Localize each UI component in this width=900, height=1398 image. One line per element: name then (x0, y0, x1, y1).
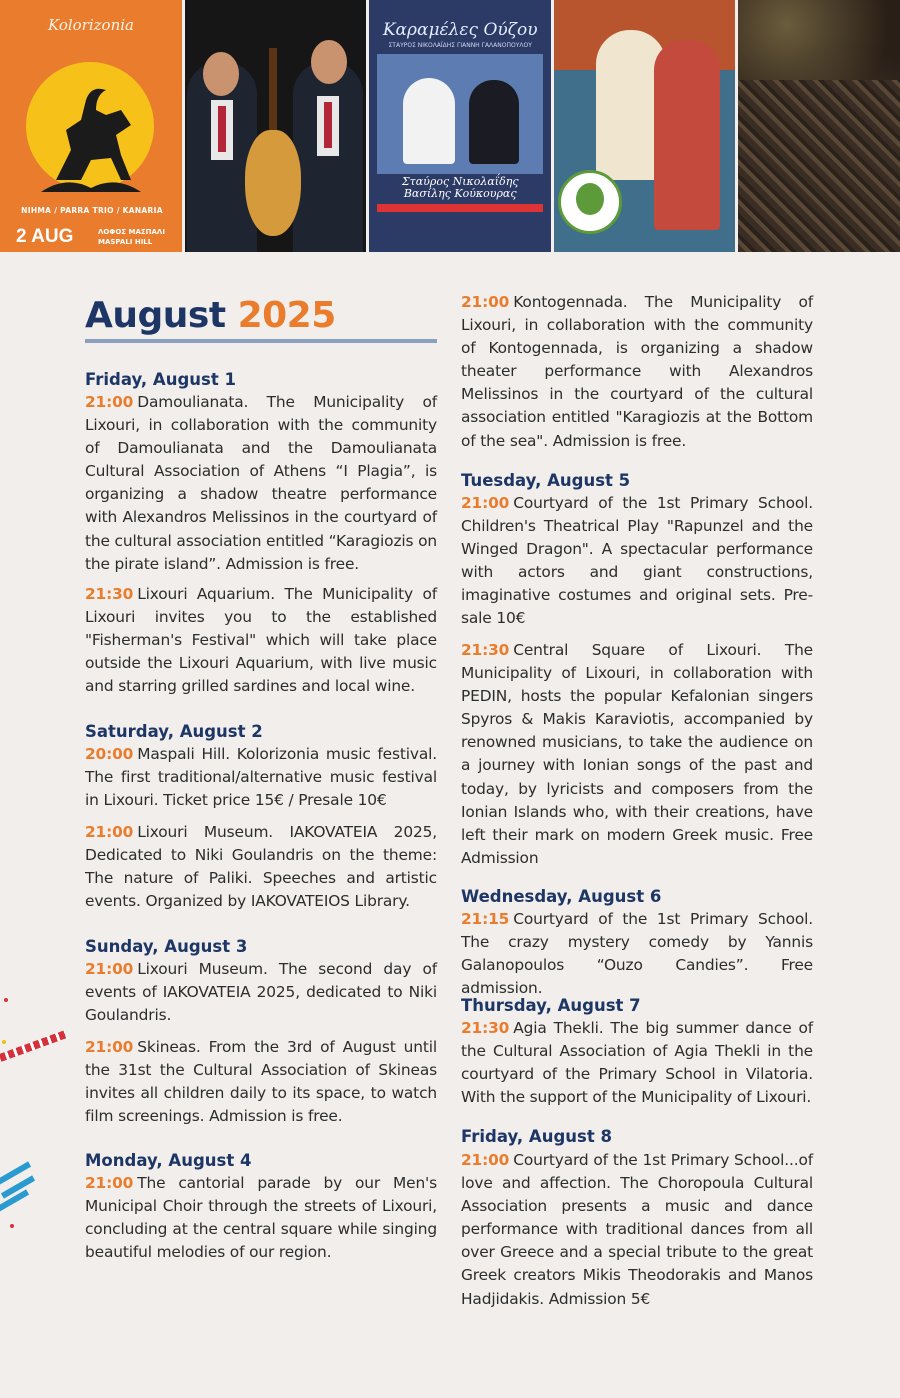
day-heading: Saturday, August 2 (85, 722, 263, 741)
day-heading: Wednesday, August 6 (461, 887, 662, 906)
day-heading: Tuesday, August 5 (461, 471, 631, 490)
day-heading: Thursday, August 7 (461, 996, 641, 1015)
poster-bands: NIHMA / PARRA TRIO / KANARIA (21, 206, 163, 215)
event-text: Central Square of Lixouri. The Municipality of Lixouri, in collaboration with PEDIN, hosts the popular Kefalonian singers Spyros & Makis Karaviotis, accompanied by renowned musicians, to take the audience on a journey with Ionian songs of the past and today, by lyricists and composers from the Ionian Islands who, with their creations, have left their mark on modern Greek music. Free Admission (461, 641, 813, 867)
event-text: Courtyard of the 1st Primary School. The crazy mystery comedy by Yannis Galanopoulos “Ouzo Candies”. Free admission. (461, 910, 813, 998)
poster-date: 2 AUG (16, 226, 74, 247)
title-year: 2025 (237, 295, 336, 336)
day-heading: Sunday, August 3 (85, 937, 248, 956)
goat-icon (36, 80, 146, 200)
event-time: 21:30 (461, 641, 510, 659)
cast-1: Σταύρος Νικολαΐδης (401, 175, 519, 188)
event-item (461, 492, 813, 631)
event-text: Damoulianata. The Municipality of Lixouri, in collaboration with the community of Damoulianata and the Damoulianata Cultural Association of Athens “I Plagia”, is organizing a shadow theatre performance with Alexandros Melissinos in the courtyard of the cultural association entitled “Karagiozis on the pirate island”. Admission is free. (85, 393, 437, 573)
event-item (461, 291, 813, 453)
guitar-icon (245, 130, 301, 236)
event-time: 21:30 (85, 585, 134, 603)
tie-right (324, 102, 332, 148)
event-time: 21:00 (85, 1174, 134, 1192)
event-text: Lixouri Museum. The second day of events of IAKOVATEIA 2025, dedicated to Niki Goulandris. (85, 960, 437, 1025)
poster-place: ΛΟΦΟΣ ΜΑΣΠΑΛΙ MASPALI HILL (98, 228, 165, 246)
event-text: Courtyard of the 1st Primary School...of love and affection. The Choropoula Cultural Association presents a music and dance performance with traditional dances from all over Greece and a special tribute to the great Greek creators Mikis Theodorakis and Manos Hadjidakis. Admission 5€ (461, 1151, 813, 1308)
event-time: 21:30 (461, 1019, 510, 1037)
event-item (85, 1172, 437, 1264)
event-time: 21:00 (461, 293, 510, 311)
poster-kolorizonia (0, 0, 182, 252)
chef-figure (403, 78, 455, 164)
decorative-lines-icon (0, 1150, 44, 1240)
event-text: The cantorial parade by our Men's Municipal Choir through the streets of Lixouri, concluding at the central square while singing beautiful melodies of our region. (85, 1174, 437, 1262)
event-item (85, 743, 437, 812)
event-item (461, 1149, 813, 1311)
title-month: August (85, 295, 226, 336)
event-time: 21:00 (85, 393, 134, 411)
poster-ouzo-candies (369, 0, 551, 252)
event-time: 21:00 (85, 823, 134, 841)
decorative-dot (2, 1040, 6, 1044)
event-text: Lixouri Museum. IAKOVATEIA 2025, Dedicated to Niki Goulandris on the theme: The nature of Paliki. Speeches and artistic events. Organized by IAKOVATEIOS Library. (85, 823, 437, 911)
actor-figure (469, 80, 519, 164)
event-time: 21:15 (461, 910, 510, 928)
person-right (293, 62, 363, 252)
event-text: Lixouri Aquarium. The Municipality of Lixouri invites you to the established "Fisherman's Festival" which will take place outside the Lixouri Aquarium, with live music and starring grilled sardines and local wine. (85, 585, 437, 696)
event-text: Courtyard of the 1st Primary School. Children's Theatrical Play "Rapunzel and the Winged Dragon". A spectacular performance with actors and giant constructions, imaginative costumes and original sets. Pre-sale 10€ (461, 494, 813, 628)
decorative-dot (10, 1224, 14, 1228)
photo-banner (0, 0, 900, 252)
photo-crowd-night (738, 0, 900, 252)
day-heading: Monday, August 4 (85, 1151, 252, 1170)
event-item (461, 639, 813, 870)
event-time: 20:00 (85, 745, 134, 763)
poster-ouzo-cast (377, 176, 543, 200)
event-text: Kontogennada. The Municipality of Lixouri, in collaboration with the community of Kontogennada, is organizing a shadow theater performance with Alexandros Melissinos in the courtyard of the cultural association entitled "Karagiozis at the Bottom of the sea". Admission is free. (461, 293, 813, 450)
event-time: 21:00 (461, 1151, 510, 1169)
event-time: 21:00 (85, 960, 134, 978)
tie-left (218, 106, 226, 152)
event-item (85, 821, 437, 913)
head-right (311, 40, 347, 84)
title-underline (85, 339, 437, 343)
cast-2: Βασίλης Κούκουρας (403, 187, 517, 200)
event-item (461, 1017, 813, 1109)
event-item (85, 583, 437, 698)
poster-ouzo-title: Καραμέλες Ούζου (382, 20, 538, 40)
poster-script-title: Kolorizonia (48, 16, 134, 34)
event-time: 21:00 (461, 494, 510, 512)
tree-logo-icon (558, 170, 622, 234)
head-left (203, 52, 239, 96)
crowd-tables (738, 80, 900, 252)
event-item (461, 908, 813, 1000)
painting-woman (654, 40, 720, 230)
event-text: Skineas. From the 3rd of August until the 31st the Cultural Association of Skineas invites all children daily to its space, to watch film screenings. Admission is free. (85, 1038, 437, 1126)
day-heading: Friday, August 1 (85, 370, 236, 389)
event-item (85, 1036, 437, 1128)
event-text: Maspali Hill. Kolorizonia music festival. The first traditional/alternative music festival in Lixouri. Ticket price 15€ / Presale 10€ (85, 745, 437, 810)
decorative-flute-icon (0, 1030, 44, 1090)
event-item (85, 958, 437, 1027)
event-item (85, 391, 437, 576)
decorative-dot (4, 998, 8, 1002)
event-text: Agia Thekli. The big summer dance of the Cultural Association of Agia Thekli in the courtyard of the Primary School in Vilatoria. With the support of the Municipality of Lixouri. (461, 1019, 813, 1107)
painting-couple (554, 0, 736, 252)
day-heading: Friday, August 8 (461, 1127, 612, 1146)
photo-guitar-duo (185, 0, 367, 252)
poster-strip (377, 204, 543, 212)
poster-ouzo-names: ΣΤΑΥΡΟΣ ΝΙΚΟΛΑΪΔΗΣ ΓΙΑΝΝΗ ΓΑΛΑΝΟΠΟΥΛΟΥ (388, 42, 532, 49)
event-time: 21:00 (85, 1038, 134, 1056)
page-title (85, 294, 336, 338)
guitar-neck (269, 48, 277, 140)
